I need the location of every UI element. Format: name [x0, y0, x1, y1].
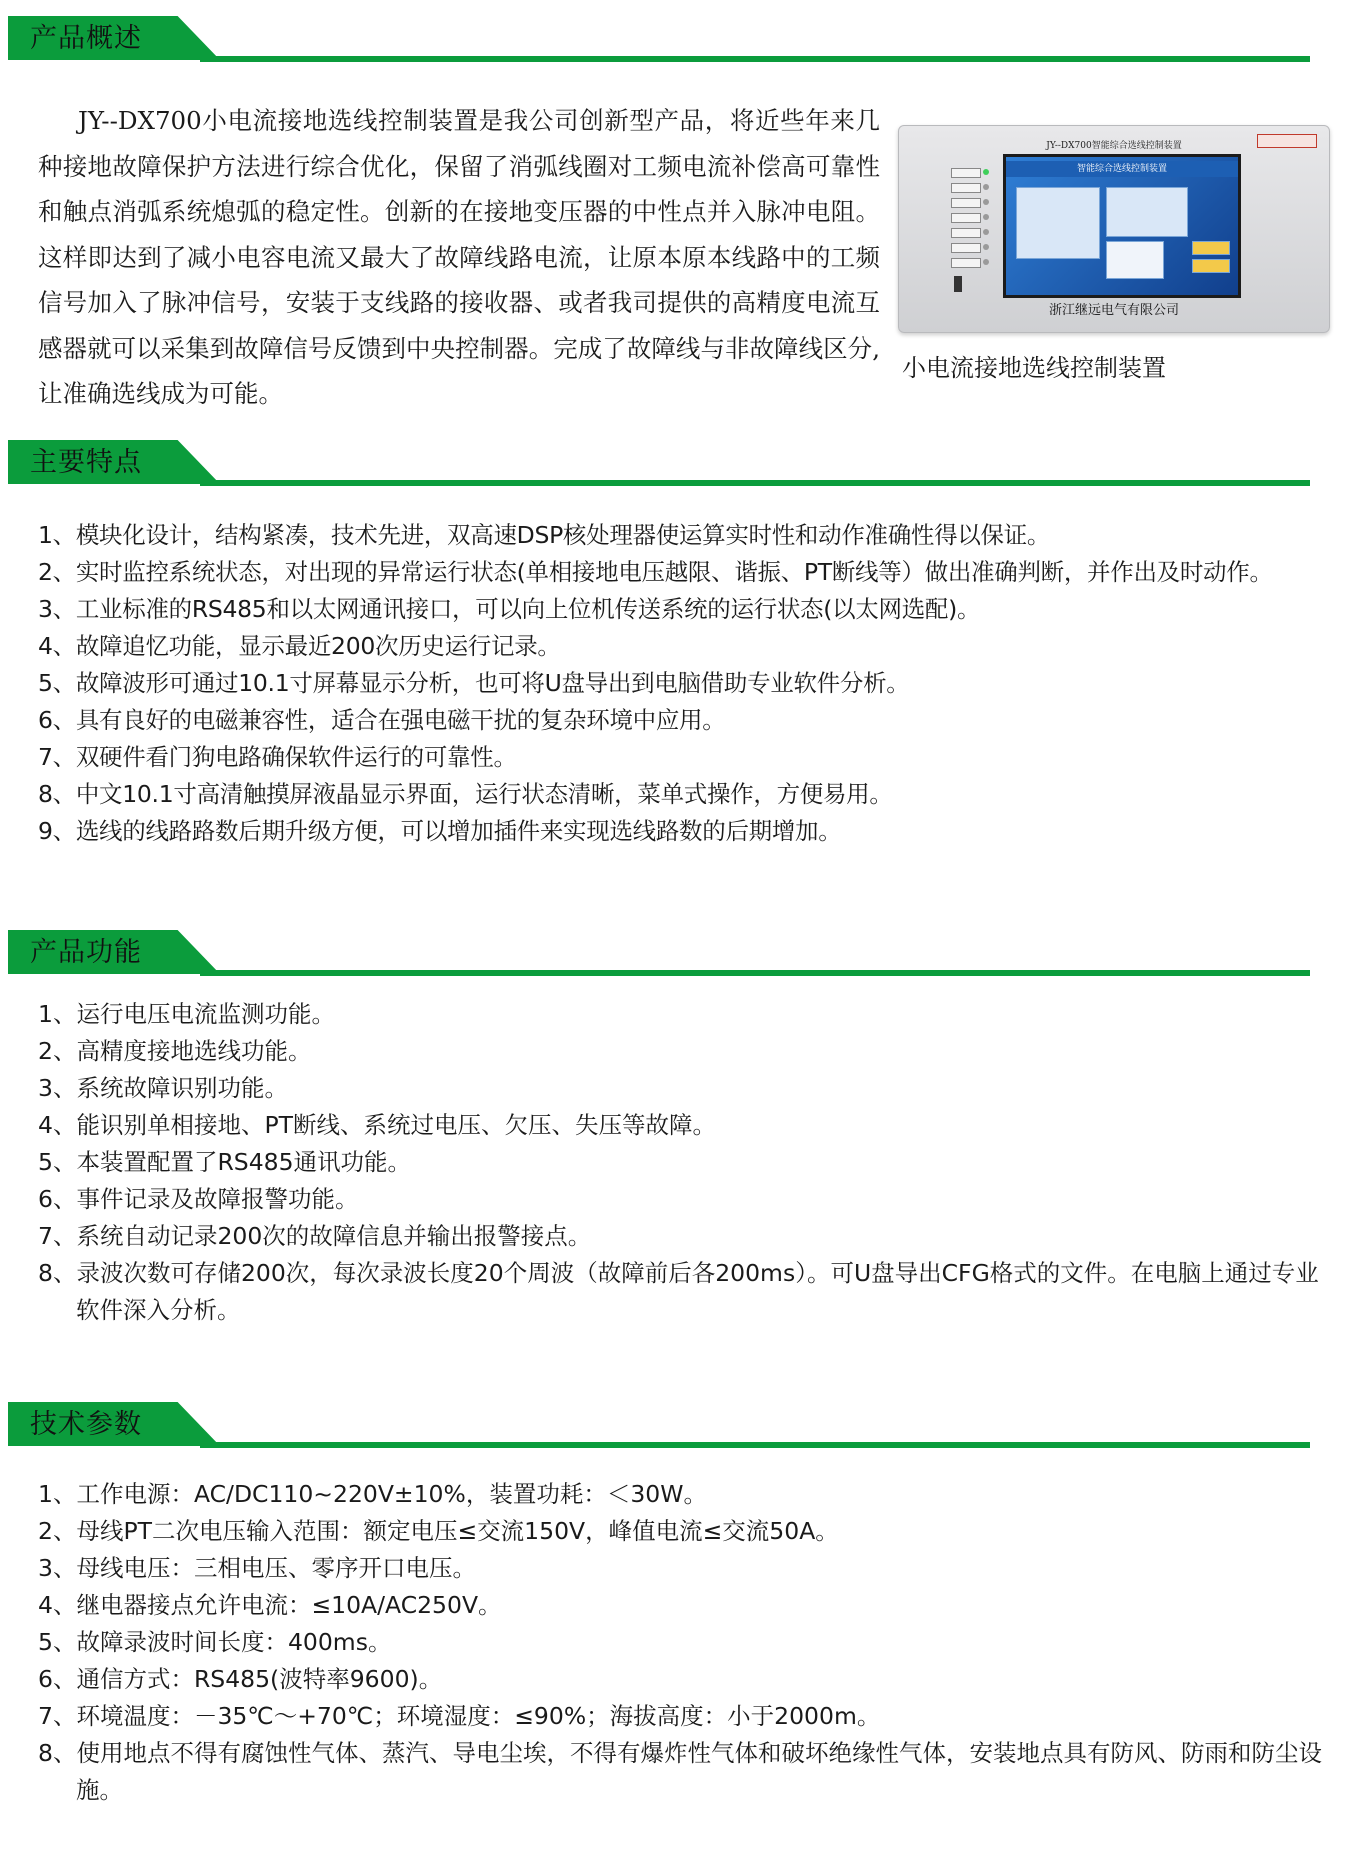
- overview-paragraph-text: JY--DX700小电流接地选线控制装置是我公司创新型产品，将近些年来几种接地故障保护方法进行综合优化，保留了消弧线圈对工频电流补偿高可靠性和触点消弧系统熄弧的稳定性。创新的在接地变压器的中性点并入脉冲电阻。这样即达到了减小电容电流又最大了故障线路电流，让原本原本线路中的工频信号加入了脉冲信号，安装于支线路的接收器、或者我司提供的高精度电流互感器就可以采集到故障信号反馈到中央控制器。完成了故障线与非故障线区分,让准确选线成为可能。: [38, 106, 880, 408]
- section-header: [0, 930, 1310, 978]
- section-divider: [200, 480, 1310, 486]
- device-led: [983, 244, 989, 250]
- device-screen-title: 智能综合选线控制装置: [1006, 161, 1238, 177]
- list-item: 6、事件记录及故障报警功能。: [38, 1185, 359, 1213]
- list-item: 5、故障波形可通过10.1寸屏幕显示分析，也可将U盘导出到电脑借助专业软件分析。: [38, 669, 910, 697]
- list-item: 3、母线电压：三相电压、零序开口电压。: [38, 1554, 476, 1582]
- functions-section: [0, 930, 1350, 978]
- list-item: 5、故障录波时间长度：400ms。: [38, 1628, 392, 1656]
- device-warning-label: [1257, 134, 1317, 148]
- device-brand: 浙江继远电气有限公司: [1048, 303, 1179, 318]
- list-item: 7、双硬件看门狗电路确保软件运行的可靠性。: [38, 743, 517, 771]
- list-item: 9、选线的线路路数后期升级方便，可以增加插件来实现选线路数的后期增加。: [38, 817, 842, 845]
- list-item: 4、继电器接点允许电流：≤10A/AC250V。: [38, 1591, 502, 1619]
- section-title-features: 主要特点: [30, 447, 142, 478]
- device-button: [951, 243, 981, 253]
- image-caption: 小电流接地选线控制装置: [902, 354, 1166, 382]
- device-button: [951, 213, 981, 223]
- params-section: [0, 1402, 1350, 1450]
- usb-port: [954, 276, 962, 292]
- screen-button: [1192, 241, 1230, 255]
- list-item: 1、模块化设计，结构紧凑，技术先进，双高速DSP核处理器使运算实时性和动作准确性得以保证。: [38, 521, 1051, 549]
- device-screen: [1003, 154, 1241, 298]
- section-title-params: 技术参数: [30, 1409, 142, 1440]
- device-led: [983, 259, 989, 265]
- list-item: 8、中文10.1寸高清触摸屏液晶显示界面，运行状态清晰，菜单式操作，方便易用。: [38, 780, 893, 808]
- device-led: [983, 184, 989, 190]
- list-item: 8、录波次数可存储200次，每次录波长度20个周波（故障前后各200ms）。可U盘导出CFG格式的文件。在电脑上通过专业软件深入分析。: [38, 1259, 1319, 1324]
- section-divider: [200, 1442, 1310, 1448]
- section-title-functions: 产品功能: [30, 937, 142, 968]
- section-divider: [200, 56, 1310, 62]
- device-button: [951, 228, 981, 238]
- list-item: 1、运行电压电流监测功能。: [38, 1000, 335, 1028]
- list-item: 3、系统故障识别功能。: [38, 1074, 288, 1102]
- features-section: [0, 440, 1350, 488]
- device-top-label: JY--DX700智能综合选线控制装置: [1046, 141, 1182, 151]
- params-list: [38, 1476, 1350, 1809]
- section-title-overview: 产品概述: [30, 23, 142, 54]
- list-item: 4、能识别单相接地、PT断线、系统过电压、欠压、失压等故障。: [38, 1111, 716, 1139]
- screen-panel: [1106, 241, 1164, 279]
- product-image: [898, 125, 1330, 333]
- list-item: 3、工业标准的RS485和以太网通讯接口，可以向上位机传送系统的运行状态(以太网选配)。: [38, 595, 981, 623]
- list-item: 6、通信方式：RS485(波特率9600)。: [38, 1665, 443, 1693]
- device-button: [951, 168, 981, 178]
- list-item: 5、本装置配置了RS485通讯功能。: [38, 1148, 412, 1176]
- list-item: 1、工作电源：AC/DC110~220V±10%，装置功耗：＜30W。: [38, 1480, 707, 1508]
- overview-section: [0, 16, 1350, 64]
- device-button: [951, 198, 981, 208]
- functions-list: [38, 996, 1350, 1329]
- device-led: [983, 199, 989, 205]
- device-button: [951, 258, 981, 268]
- list-item: 2、高精度接地选线功能。: [38, 1037, 312, 1065]
- list-item: 6、具有良好的电磁兼容性，适合在强电磁干扰的复杂环境中应用。: [38, 706, 726, 734]
- screen-button: [1192, 259, 1230, 273]
- features-list: [38, 517, 1350, 850]
- device-led: [983, 229, 989, 235]
- section-header: [0, 1402, 1310, 1450]
- list-item: 8、使用地点不得有腐蚀性气体、蒸汽、导电尘埃，不得有爆炸性气体和破坏绝缘性气体，安装地点具有防风、防雨和防尘设施。: [38, 1739, 1322, 1804]
- screen-panel: [1106, 187, 1188, 237]
- section-divider: [200, 970, 1310, 976]
- device-led: [983, 169, 989, 175]
- list-item: 7、环境温度：－35℃～+70℃；环境湿度：≤90%；海拔高度：小于2000m。: [38, 1702, 881, 1730]
- screen-panel: [1016, 187, 1100, 259]
- list-item: 2、母线PT二次电压输入范围：额定电压≤交流150V，峰值电流≤交流50A。: [38, 1517, 839, 1545]
- section-header: [0, 16, 1310, 64]
- list-item: 7、系统自动记录200次的故障信息并输出报警接点。: [38, 1222, 592, 1250]
- overview-paragraph: [38, 98, 880, 417]
- device-button: [951, 183, 981, 193]
- device-led: [983, 214, 989, 220]
- section-header: [0, 440, 1310, 488]
- list-item: 2、实时监控系统状态，对出现的异常运行状态(单相接地电压越限、谐振、PT断线等）做出准确判断，并作出及时动作。: [38, 558, 1273, 586]
- list-item: 4、故障追忆功能，显示最近200次历史运行记录。: [38, 632, 561, 660]
